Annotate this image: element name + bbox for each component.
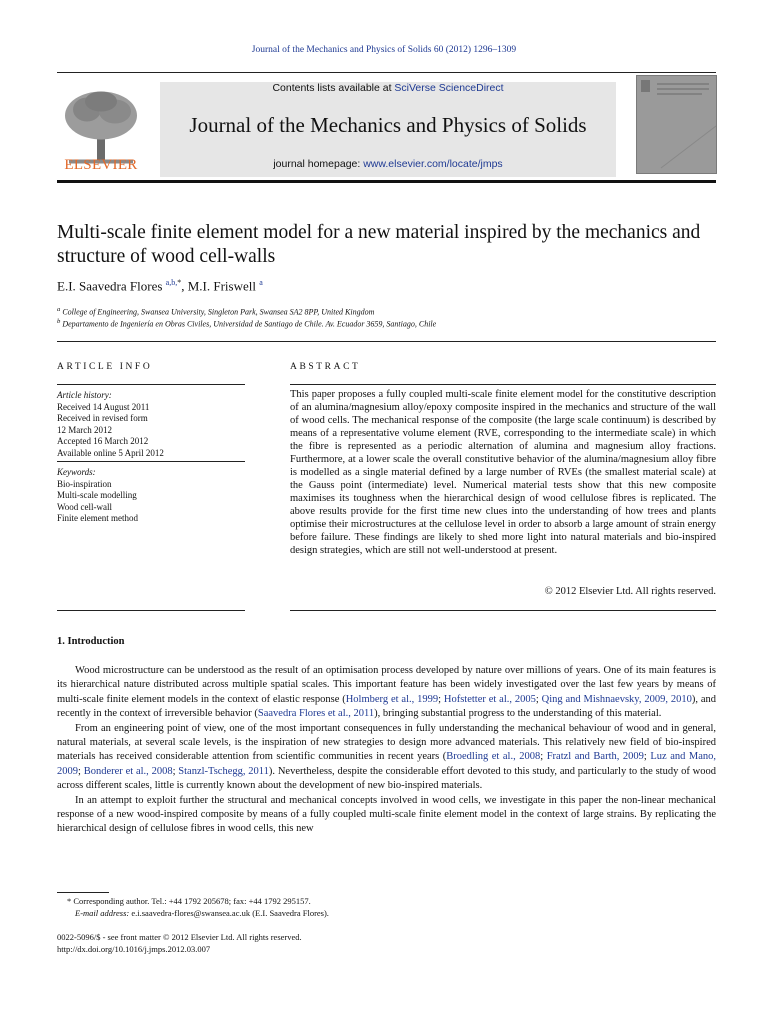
affiliation-b <box>57 318 717 329</box>
citation-link[interactable]: Luz and Mano, 2009 <box>57 751 717 777</box>
citation-link[interactable]: Broedling et al., 2008 <box>446 751 541 763</box>
citation-link[interactable]: Fratzl and Barth, 2009 <box>546 751 644 763</box>
corresponding-author-note: * Corresponding author. Tel.: +44 1792 205678; fax: +44 1792 295157. <box>67 896 311 906</box>
introduction-body <box>57 664 716 837</box>
email-address[interactable]: e.i.saavedra-flores@swansea.ac.uk (E.I. Saavedra Flores). <box>129 908 329 918</box>
citation-link[interactable]: Bonderer et al., 2008 <box>83 765 173 777</box>
affiliation-a <box>57 306 717 317</box>
affiliation-b-text: Departamento de Ingeniería en Obras Civiles, Universidad de Santiago de Chile. Av. Ecuador 3659, Santiago, Chile <box>62 319 437 329</box>
affiliation-b-mark: b <box>57 318 61 325</box>
citation-link[interactable]: Hofstetter et al., 2005 <box>443 693 536 705</box>
header-rule <box>57 72 716 73</box>
keyword: Wood cell-wall <box>57 501 113 512</box>
history-item: Accepted 16 March 2012 <box>57 436 149 447</box>
homepage-prefix: journal homepage: <box>273 158 364 170</box>
author-1-affiliation-marks[interactable]: a,b, <box>165 278 178 287</box>
sciencedirect-link[interactable]: SciVerse ScienceDirect <box>394 82 504 94</box>
citation-link[interactable]: Stanzl-Tschegg, 2011 <box>178 765 269 777</box>
article-info-rule <box>57 384 245 385</box>
history-item: 12 March 2012 <box>57 424 112 435</box>
publisher-name: ELSEVIER <box>64 157 138 173</box>
keywords-rule <box>57 461 245 462</box>
footnote-rule <box>57 892 109 893</box>
intro-paragraph-3: In an attempt to exploit further the structural and mechanical concepts involved in wood cells, we investigate in this paper the non-linear mechanical response of a new wood-inspired composite by means of a fully coupled multi-scale finite element model in the context of large strains. By replicating the hierarchical design of cellulose fibres in wood cells, this new <box>57 794 716 835</box>
keyword: Multi-scale modelling <box>57 490 137 501</box>
history-item: Available online 5 April 2012 <box>57 447 164 458</box>
introduction-heading: 1. Introduction <box>57 636 125 647</box>
history-item: Received in revised form <box>57 413 148 424</box>
journal-cover-thumbnail <box>636 75 717 174</box>
citation-link[interactable]: Holmberg et al., 1999 <box>345 693 439 705</box>
journal-title: Journal of the Mechanics and Physics of Solids <box>189 113 587 137</box>
article-history <box>57 390 247 460</box>
author-2[interactable]: , M.I. Friswell <box>181 278 256 294</box>
affiliation-a-text: College of Engineering, Swansea University, Singleton Park, Swansea SA2 8PP, United Kingdom <box>62 307 375 317</box>
header-thick-rule <box>57 180 716 183</box>
article-info-heading: ARTICLE INFO <box>57 362 153 372</box>
history-label: Article history: <box>57 390 112 400</box>
keyword: Finite element method <box>57 513 138 524</box>
homepage-link[interactable]: www.elsevier.com/locate/jmps <box>363 158 503 170</box>
keyword: Bio-inspiration <box>57 478 112 489</box>
abstract-text: This paper proposes a fully coupled multi-scale finite element model for the constitutive description of an alumina/magnesium alloy/epoxy composite inspired in the mechanics and structure of the wall of wood cells. The mechanical response of the composite (the large scale continuum) is described by means of a representative volume element (RVE, corresponding to the intermediate scale) in which the fibre is represented as a periodic alternation of alumina and magnesium alloy fractions. Furthermore, at a lower scale the overall constitutive behavior of the alumina/magnesium alloy fibre is modelled as a single material defined by a large number of RVEs (the smallest material scale) at the Gauss point (intermediate) level. Numerical material tests show that this new composite maximises its toughness when the hierarchical design of wood cellulose fibres is replicated. The above results provide for the first time new clues into the understanding of how trees and plants optimise their microstructures at the cellulose level in order to absorb a large amount of strain energy before failure. These findings are likely to shed more light into natural materials and bio-inspired design strategies, which are still not well-understood at present. <box>290 389 716 556</box>
citation-link[interactable]: Saavedra Flores et al., 2011 <box>257 708 375 720</box>
abstract-heading: ABSTRACT <box>290 362 361 372</box>
issn-line: 0022-5096/$ - see front matter © 2012 Elsevier Ltd. All rights reserved. <box>57 932 302 942</box>
keywords <box>57 467 247 525</box>
article-info-bottom-rule <box>57 610 245 611</box>
intro-paragraph-2: From an engineering point of view, one of the most important consequences in fully understanding the mechanical behaviour of wood and in general, natural materials, at several scale levels, is the inspiration of new strategies to design more advanced materials. This relatively new field of bio-inspired materials has received considerable attention from scientific communities in recent years (Broedling et al., 2008; Fratzl and Barth, 2009; Luz and Mano, 2009; Bonderer et al., 2008; Stanzl-Tschegg, 2011). Nevertheless, despite the considerable effort devoted to this study, and particularly to the study of wood across different scales, little is currently known about the development of new bio-inspired materials. <box>57 722 717 792</box>
author-1[interactable]: E.I. Saavedra Flores <box>57 278 163 294</box>
article-title: Multi-scale finite element model for a new material inspired by the mechanics and structure of wood cell-walls <box>57 222 701 267</box>
citation-link[interactable]: Qing and Mishnaevsky, 2009, 2010 <box>541 693 692 705</box>
contents-prefix: Contents lists available at <box>272 82 395 94</box>
keywords-label: Keywords: <box>57 467 96 477</box>
abstract-bottom-rule <box>290 610 716 611</box>
homepage-line <box>160 158 616 170</box>
journal-reference[interactable]: Journal of the Mechanics and Physics of Solids 60 (2012) 1296–1309 <box>251 45 517 55</box>
abstract-rule <box>290 384 716 385</box>
history-item: Received 14 August 2011 <box>57 401 150 412</box>
email-note <box>57 908 734 919</box>
email-label: E-mail address: <box>75 908 130 918</box>
author-list <box>57 278 717 294</box>
author-2-affiliation-mark[interactable]: a <box>259 278 263 287</box>
doi-link[interactable]: http://dx.doi.org/10.1016/j.jmps.2012.03.007 <box>57 944 211 954</box>
intro-paragraph-1: Wood microstructure can be understood as the result of an optimisation process developed by nature over millions of years. One of its main features is its hierarchical nature distributed across multiple spatial scales. This important feature has been widely investigated over the last few years by means of multi-scale finite element models in the context of elastic response (Holmberg et al., 1999; Hofstetter et al., 2005; Qing and Mishnaevsky, 2009, 2010), and recently in the context of irreversible behavior (Saavedra Flores et al., 2011), bringing substantial progress to the understanding of this material. <box>57 665 716 720</box>
abstract-copyright: © 2012 Elsevier Ltd. All rights reserved. <box>544 586 716 597</box>
corresponding-asterisk: * <box>177 278 182 287</box>
affiliation-a-mark: a <box>57 306 61 313</box>
contents-line <box>160 82 616 94</box>
section-rule <box>57 341 716 342</box>
